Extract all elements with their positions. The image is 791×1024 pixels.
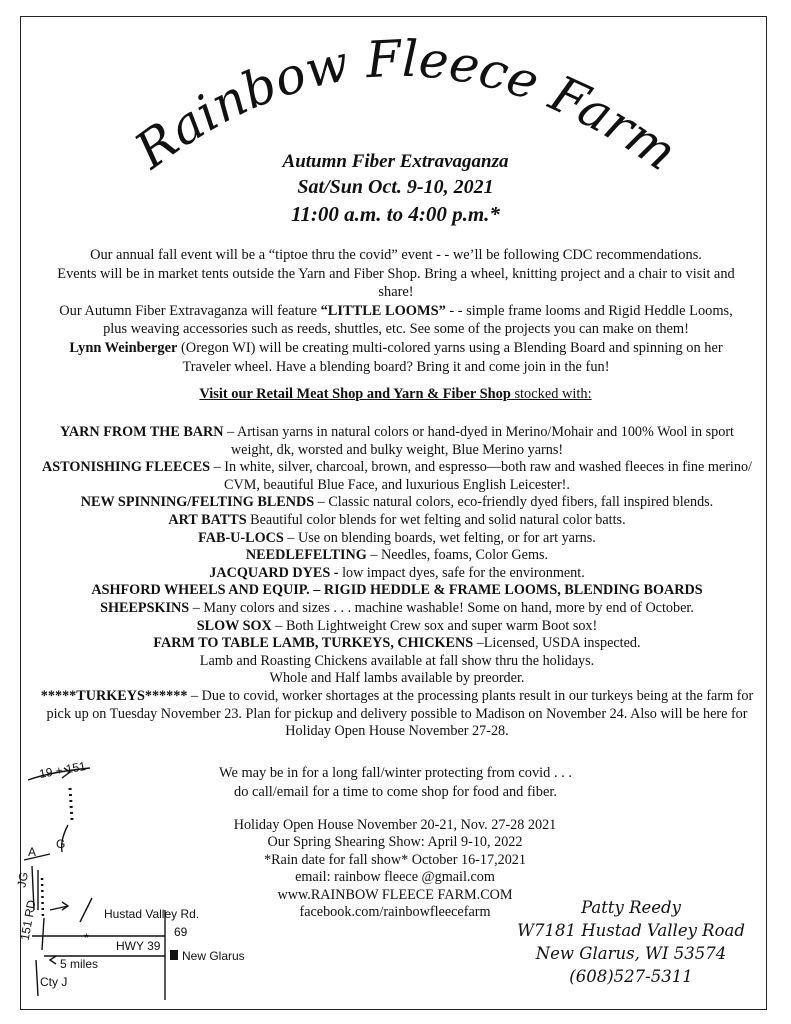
intro-line: Our Autumn Fiber Extravaganza will feature “LITTLE LOOMS” - - simple frame looms and Rigid Heddle Looms, plus weaving accessories such as reeds, shuttles, etc. See some of the projects you can make on them! (59, 302, 733, 338)
product-item: Whole and Half lambs available by preorder. (269, 670, 525, 687)
product-item: FARM TO TABLE LAMB, TURKEYS, CHICKENS –Licensed, USDA inspected. (153, 635, 641, 652)
map-label-new-glarus: New Glarus (182, 949, 245, 963)
phone: (608)527-5311 (569, 967, 693, 986)
map-label-hwy39: HWY 39 (116, 939, 161, 953)
email: email: rainbow fleece @gmail.com (295, 869, 495, 886)
product-item: JACQUARD DYES - low impact dyes, safe for the environment. (209, 564, 585, 581)
map-label-jg: JG (14, 870, 31, 889)
product-item: NEEDLEFELTING – Needles, foams, Color Gems. (245, 547, 549, 564)
product-item: NEW SPINNING/FELTING BLENDS – Classic natural colors, eco-friendly dyed fibers, fall inspired blends. (80, 494, 714, 511)
product-item: FAB-U-LOCS – Use on blending boards, wet felting, or for art yarns. (198, 529, 596, 546)
event-name: Autumn Fiber Extravaganza (282, 151, 509, 172)
product-item: ART BATTS Beautiful color blends for wet felting and solid natural color batts. (168, 511, 626, 528)
intro-text (48, 246, 744, 376)
hand-drawn-map (14, 758, 280, 1010)
intro-line: Lynn Weinberger (Oregon WI) will be creating multi-colored yarns using a Blending Board and spinning on her Traveler wheel. Have a blending board? Bring it and come join in the fun! (69, 339, 723, 375)
map-label-cty-j: Cty J (40, 975, 68, 989)
facebook: facebook.com/rainbowfleecefarm (299, 904, 491, 921)
product-item: SHEEPSKINS – Many colors and sizes . . . machine washable! Some on hand, more by end of October. (100, 599, 694, 616)
map-label-hustad: Hustad Valley Rd. (104, 907, 200, 921)
farm-title-text: Rainbow Fleece Farm (124, 29, 687, 182)
map-label-miles: 5 miles (60, 957, 99, 971)
map-label-69: 69 (174, 925, 188, 939)
signature-name: Patty Reedy (581, 898, 681, 917)
product-item: Lamb and Roasting Chickens available at fall show thru the holidays. (199, 652, 595, 669)
product-item: YARN FROM THE BARN – Artisan yarns in natural colors or hand-dyed in Merino/Mohair and 100% Wool in sport weight, dk, worsted and bulky weight, Blue Merino yarns! (59, 424, 734, 458)
event-dates: Sat/Sun Oct. 9-10, 2021 (297, 176, 494, 198)
intro-line: Events will be in market tents outside the Yarn and Fiber Shop. Bring a wheel, knitting project and a chair to visit and share! (57, 265, 735, 301)
city-state: New Glarus, WI 53574 (535, 944, 727, 963)
signature-address (498, 896, 764, 988)
shearing-show: Our Spring Shearing Show: April 9-10, 2022 (267, 834, 523, 851)
product-list (40, 424, 754, 741)
street-address: W7181 Hustad Valley Road (517, 921, 745, 940)
product-item: ASTONISHING FLEECES – In white, silver, charcoal, brown, and espresso—both raw and washed fleeces in fine merino/ CVM, beautiful Blue Face, and luxurious English Leicester!. (41, 459, 752, 493)
map-label-151: 151 RD (17, 898, 39, 942)
covid-note: We may be in for a long fall/winter protecting from covid . . . do call/email for a time to come shop for food and fiber. (219, 765, 572, 800)
map-label-a: A (28, 845, 37, 859)
website: www.RAINBOW FLEECE FARM.COM (277, 886, 513, 903)
map-label-g: G (56, 837, 66, 851)
new-glarus-marker (170, 950, 178, 960)
intro-line: Our annual fall event will be a “tiptoe thru the covid” event - - we’ll be following CDC recommendations. (90, 247, 702, 263)
open-house-dates: Holiday Open House November 20-21, Nov. 27-28 2021 (233, 817, 557, 833)
product-item: SLOW SOX – Both Lightweight Crew sox and super warm Boot sox! (196, 617, 598, 634)
product-item: ASHFORD WHEELS AND EQUIP. – RIGID HEDDLE & FRAME LOOMS, BLENDING BOARDS (91, 582, 703, 599)
rain-date: *Rain date for fall show* October 16-17,2021 (263, 851, 526, 868)
map-label-hwy-top: 19 + 151 (38, 758, 87, 781)
visit-heading: Visit our Retail Meat Shop and Yarn & Fiber Shop stocked with: (199, 386, 592, 402)
map-label-star: * (84, 931, 89, 945)
event-hours: 11:00 a.m. to 4:00 p.m.* (291, 202, 500, 226)
product-item: *****TURKEYS****** – Due to covid, worker shortages at the processing plants result in our turkeys being at the farm for pick up on Tuesday November 23. Plan for pickup and delivery possible to Madison on November 24. Also will be here for Holiday Open House November 27-28. (40, 687, 754, 740)
